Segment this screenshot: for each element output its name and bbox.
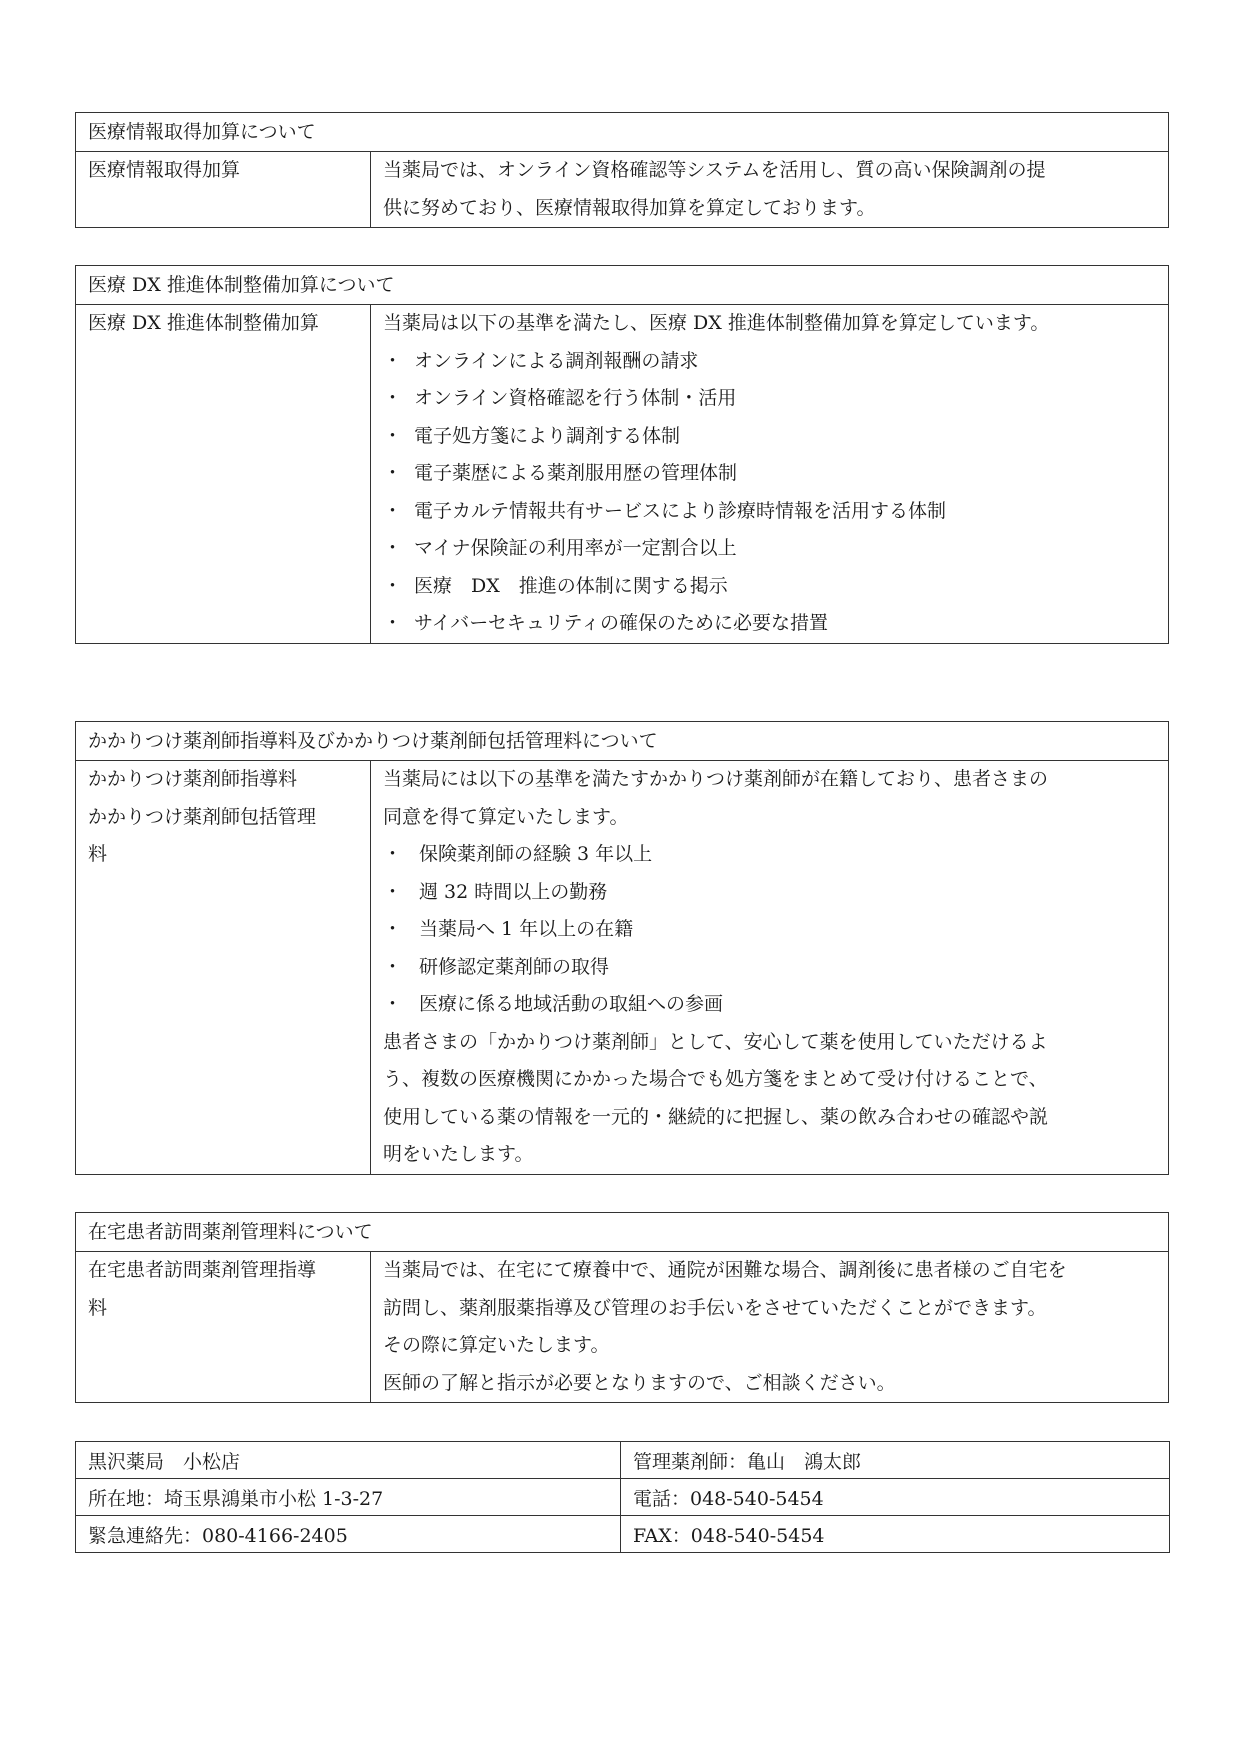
description-line: 明をいたします。 [383,1143,534,1165]
table-row [76,1442,1170,1479]
label-line: 在宅患者訪問薬剤管理指導 [88,1259,317,1281]
criteria-item [383,605,1158,643]
criteria-item [383,380,1158,418]
bullet-icon: ・ [383,387,403,409]
bullet-icon: ・ [383,424,403,447]
criteria-item [383,836,1158,874]
section-family-pharmacist-fee [75,721,1169,1175]
description-intro: 当薬局は以下の基準を満たし、医療 DX 推進体制整備加算を算定しています。 [383,312,1050,334]
section-body [76,305,1168,643]
criteria-text: サイバーセキュリティの確保のために必要な措置 [414,612,829,634]
section-title: 医療 DX 推進体制整備加算について [76,266,1168,305]
label-line: かかりつけ薬剤師包括管理 [88,805,317,828]
description-line: う、複数の医療機関にかかった場合でも処方箋をまとめて受け付けることで、 [383,1068,1048,1090]
criteria-item [383,455,1158,493]
criteria-item [383,343,1158,381]
section-dx-fee [75,265,1169,644]
pharmacy-phone: 電話：048-540-5454 [621,1479,1170,1516]
label-line: 料 [88,843,108,865]
pharmacy-address: 所在地：埼玉県鴻巣市小松 1-3-27 [76,1479,621,1516]
section-title: かかりつけ薬剤師指導料及びかかりつけ薬剤師包括管理料について [76,722,1168,761]
bullet-icon: ・ [383,918,403,940]
bullet-icon: ・ [383,537,403,559]
criteria-text: 電子薬歴による薬剤服用歴の管理体制 [414,462,738,484]
criteria-text: 週 32 時間以上の勤務 [419,880,608,903]
fee-description [371,152,1168,227]
criteria-item [383,986,1158,1024]
section-medical-info-fee [75,112,1169,228]
description-line: 供に努めており、医療情報取得加算を算定しております。 [383,196,876,219]
label-line: かかりつけ薬剤師指導料 [88,768,298,790]
fee-label [76,761,371,1174]
criteria-text: 医療 DX 推進の体制に関する掲示 [414,574,728,597]
section-body [76,152,1168,227]
description-line: 同意を得て算定いたします。 [383,805,629,828]
bullet-icon: ・ [383,880,403,903]
criteria-item [383,418,1158,456]
criteria-item [383,530,1158,568]
emergency-contact: 緊急連絡先：080-4166-2405 [76,1516,621,1553]
pharmacy-fax: FAX：048-540-5454 [621,1516,1170,1553]
table-row [76,1516,1170,1553]
table-row [76,1479,1170,1516]
label-line: 料 [88,1296,108,1319]
criteria-item [383,493,1158,531]
section-home-visit-fee [75,1212,1169,1403]
manager-pharmacist: 管理薬剤師：亀山 鴻太郎 [621,1442,1170,1479]
bullet-icon: ・ [383,612,403,634]
description-line: 当薬局では、オンライン資格確認等システムを活用し、質の高い保険調剤の提 [383,159,1046,181]
fee-label [76,1252,371,1402]
description-line: 使用している薬の情報を一元的・継続的に把握し、薬の飲み合わせの確認や説 [383,1105,1049,1128]
bullet-icon: ・ [383,499,403,522]
pharmacy-name: 黒沢薬局 小松店 [76,1442,621,1479]
criteria-text: 保険薬剤師の経験 3 年以上 [419,843,653,865]
bullet-icon: ・ [383,462,403,484]
label-line: 医療 DX 推進体制整備加算 [88,312,319,334]
pharmacy-info-table [75,1441,1170,1553]
fee-label [76,152,371,227]
bullet-icon: ・ [383,955,403,978]
fee-description [371,761,1168,1174]
criteria-text: オンライン資格確認を行う体制・活用 [414,387,737,409]
bullet-icon: ・ [383,349,403,372]
criteria-text: 当薬局へ 1 年以上の在籍 [419,918,634,940]
fee-label [76,305,371,643]
description-line: 当薬局には以下の基準を満たすかかりつけ薬剤師が在籍しており、患者さまの [383,768,1049,790]
criteria-text: マイナ保険証の利用率が一定割合以上 [414,537,737,559]
section-body [76,1252,1168,1402]
criteria-text: 電子処方箋により調剤する体制 [414,424,681,447]
description-line: 訪問し、薬剤服薬指導及び管理のお手伝いをさせていただくことができます。 [383,1296,1047,1319]
description-line: 医師の了解と指示が必要となりますので、ご相談ください。 [383,1371,896,1394]
description-line: その際に算定いたします。 [383,1334,610,1356]
criteria-text: 電子カルテ情報共有サービスにより診療時情報を活用する体制 [414,499,947,522]
label-line: 医療情報取得加算 [88,159,241,181]
criteria-text: オンラインによる調剤報酬の請求 [414,349,699,372]
fee-description [371,1252,1168,1402]
criteria-item [383,949,1158,987]
criteria-text: 医療に係る地域活動の取組への参画 [419,993,724,1015]
criteria-text: 研修認定薬剤師の取得 [419,955,610,978]
bullet-icon: ・ [383,574,403,597]
section-title: 在宅患者訪問薬剤管理料について [76,1213,1168,1252]
bullet-icon: ・ [383,993,403,1015]
description-line: 患者さまの「かかりつけ薬剤師」として、安心して薬を使用していただけるよ [383,1030,1048,1053]
criteria-item [383,911,1158,949]
criteria-item [383,874,1158,912]
bullet-icon: ・ [383,843,403,865]
fee-description [371,305,1168,643]
section-body [76,761,1168,1174]
section-title: 医療情報取得加算について [76,113,1168,152]
criteria-item [383,568,1158,606]
description-line: 当薬局では、在宅にて療養中で、通院が困難な場合、調剤後に患者様のご自宅を [383,1259,1067,1281]
